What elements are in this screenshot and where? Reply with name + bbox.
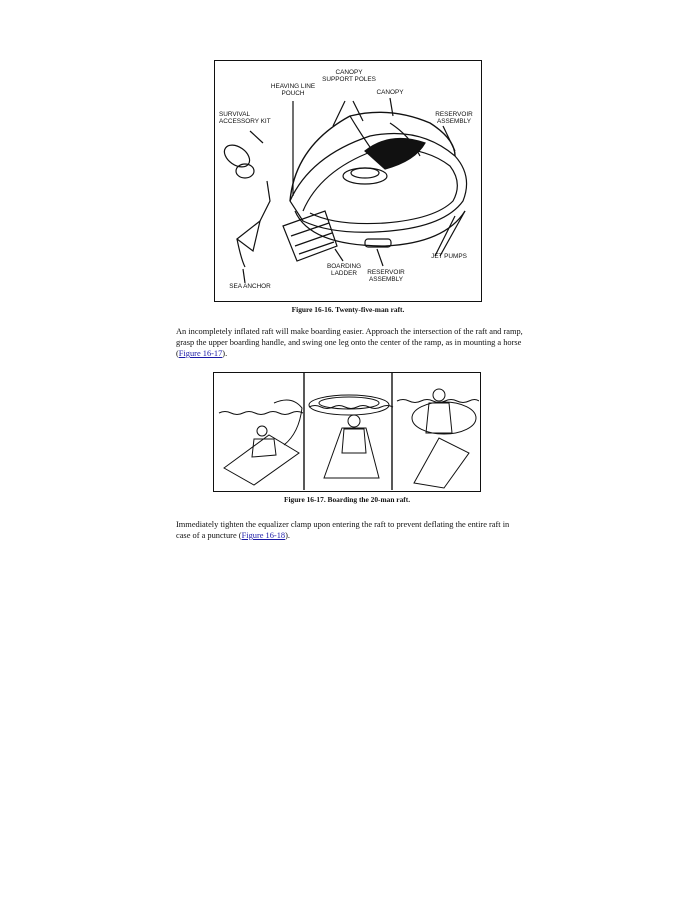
label-canopy: CANOPY [376, 89, 404, 96]
figure-16-17-link[interactable]: Figure 16-17 [178, 349, 223, 358]
label-canopy-support-poles: CANOPY SUPPORT POLES [322, 69, 376, 83]
label-boarding-ladder: BOARDING LADDER [326, 263, 362, 277]
label-survival-accessory-kit: SURVIVAL ACCESSORY KIT [219, 111, 271, 125]
label-reservoir-assembly-bottom: RESERVOIR ASSEMBLY [367, 269, 405, 283]
paragraph-boarding-end: ). [222, 349, 228, 358]
figure-16-16-caption: Figure 16-16. Twenty-five-man raft. [291, 305, 405, 314]
figure-boarding-20-man-raft [213, 372, 481, 492]
label-jet-pumps: JET PUMPS [431, 253, 467, 260]
paragraph-equalizer-text: Immediately tighten the equalizer clamp upon entering the raft to prevent deflating the entire raft in case of a puncture ( [176, 520, 510, 540]
figure-16-17-caption: Figure 16-17. Boarding the 20-man raft. [283, 495, 411, 504]
paragraph-boarding [176, 326, 524, 359]
figure-twenty-five-man-raft [214, 60, 482, 302]
paragraph-boarding-text: An incompletely inflated raft will make boarding easier. Approach the intersection of the raft and ramp, grasp the upper boarding handle, and swing one leg onto the center of the ramp, as in mounting a horse ( [176, 327, 523, 358]
figure-16-18-link[interactable]: Figure 16-18 [241, 531, 286, 540]
label-heaving-line-pouch: HEAVING LINE POUCH [270, 83, 316, 97]
label-sea-anchor: SEA ANCHOR [229, 283, 271, 290]
boarding-illustration [214, 373, 479, 490]
label-reservoir-assembly-right: RESERVOIR ASSEMBLY [435, 111, 473, 125]
paragraph-equalizer-end: ). [285, 531, 290, 540]
paragraph-equalizer [176, 519, 524, 541]
